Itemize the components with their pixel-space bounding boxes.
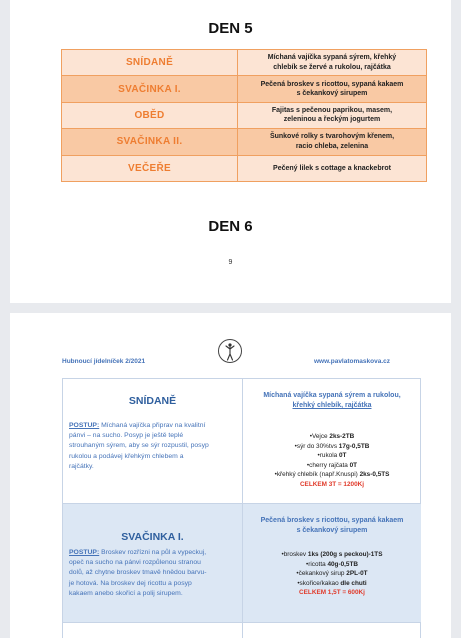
- header-title: Hubnoucí jídelníček 2/2021: [62, 358, 146, 365]
- next-row-cell: [243, 622, 421, 638]
- page-recipes: [10, 313, 451, 638]
- ingredient-list: [247, 432, 417, 490]
- meal-description: Pečený lilek s cottage a knackebrot: [238, 155, 427, 181]
- list-item: •křehký chlebík (např.Knuspi) 2ks-0,5TS: [274, 471, 390, 479]
- table-row: [62, 129, 427, 155]
- meal-name: SVAČINKA I.: [62, 76, 238, 102]
- page-day5: [10, 0, 451, 303]
- page-number: 9: [228, 259, 233, 266]
- recipe-table: [62, 378, 421, 638]
- snack1-procedure-cell: [63, 503, 243, 622]
- meal-description: Pečená broskev s ricottou, sypaná kakaem s čekankový sirupem: [238, 76, 427, 102]
- list-item: •čekankový sirup 2PL-0T: [296, 570, 368, 578]
- list-item: •cherry rajčata 0T: [306, 461, 358, 469]
- list-item: •skořice/kakao dle chuti: [297, 579, 367, 587]
- meal-description: Míchaná vajíčka sypaná sýrem, křehký chlebík se žervé a rukolou, rajčátka: [238, 50, 427, 76]
- meal-name: SVAČINKA I.: [121, 531, 184, 543]
- dish-title: Pečená broskev s ricottou, sypaná kakaem s čekankový sirupem: [260, 517, 404, 535]
- next-row-cell: [63, 622, 243, 638]
- meal-name: SNÍDANĚ: [62, 50, 238, 76]
- meal-name: VEČEŘE: [62, 155, 238, 181]
- breakfast-procedure-cell: [63, 379, 243, 503]
- list-item: •ricotta 40g-0,5TB: [306, 560, 358, 568]
- procedure-text: POSTUP: Míchaná vajíčka připrav na kvalitní pánvi – na sucho. Posyp je ještě teplé strouhaným sýrem, aby se sýr rozpustil, posyp rukolou a podávej křehkým chlebem a rajčátky.: [69, 422, 209, 470]
- header-website: www.pavlatomaskova.cz: [314, 358, 390, 365]
- meal-description: Šunkové rolky s tvarohovým křenem, racio chleba, zelenina: [238, 129, 427, 155]
- total-label: CELKEM 3T = 1200Kj: [299, 481, 365, 489]
- dish-title: Míchaná vajíčka sypaná sýrem a rukolou, křehký chlebík, rajčátka: [263, 392, 401, 410]
- ingredient-list: [247, 550, 417, 598]
- list-item: •sýr do 30%tvs 17g-0,5TB: [294, 442, 370, 450]
- logo-icon: [218, 339, 242, 363]
- meal-name: SVAČINKA II.: [62, 129, 238, 155]
- day5-menu-table: [61, 49, 427, 182]
- table-row: [62, 102, 427, 128]
- breakfast-ingredients-cell: [243, 379, 421, 503]
- table-row: [62, 50, 427, 76]
- meal-name: OBĚD: [62, 102, 238, 128]
- list-item: •rukola 0T: [317, 452, 347, 460]
- meal-description: Fajitas s pečenou paprikou, masem, zeleninou a řeckým jogurtem: [238, 102, 427, 128]
- procedure-text: POSTUP: Broskev rozřízni na půl a vypeckuj, opeč na sucho na pánvi rozpůlenou stranou dolů, až chytne broskev tmavě hnědou barvu- je hotová. Na broskev dej ricottu a posyp kakaem anebo skořicí a polij sirupem.: [69, 549, 207, 597]
- meal-name: SNÍDANĚ: [128, 395, 177, 407]
- day6-title: DEN 6: [208, 218, 253, 235]
- table-row: [62, 155, 427, 181]
- list-item: •Vejce 2ks-2TB: [309, 433, 355, 440]
- snack1-ingredients-cell: [243, 503, 421, 622]
- day5-title: DEN 5: [208, 20, 253, 37]
- table-row: [62, 76, 427, 102]
- total-label: CELKEM 1,5T = 600Kj: [299, 589, 365, 597]
- list-item: •broskev 1ks (200g s peckou)-1TS: [281, 551, 383, 558]
